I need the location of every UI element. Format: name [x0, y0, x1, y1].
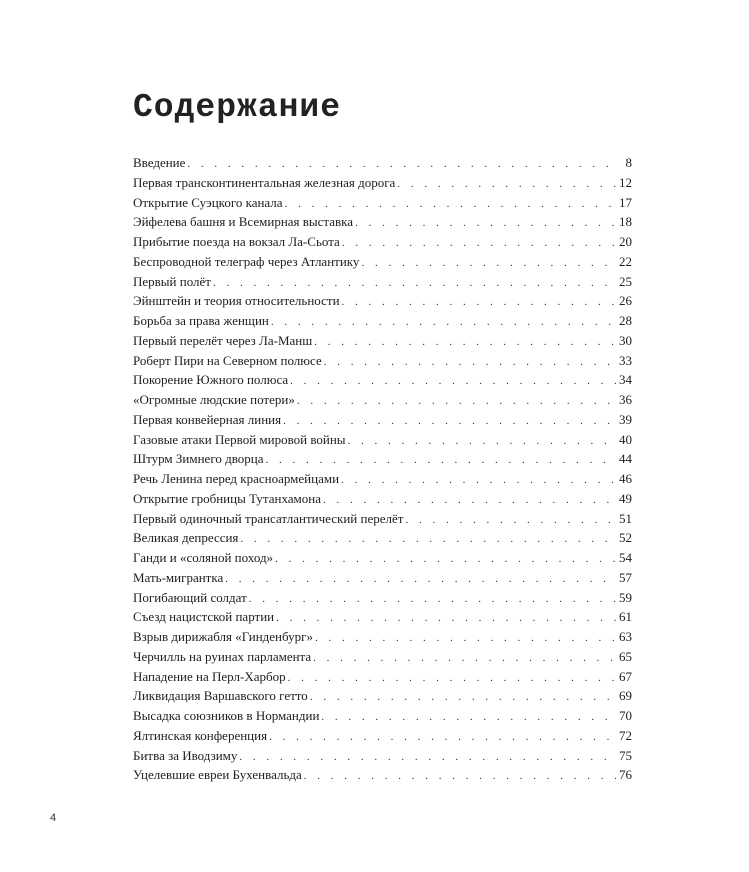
dot-leader — [341, 474, 616, 486]
dot-leader — [310, 691, 616, 703]
toc-entry-page: 44 — [619, 451, 632, 467]
dot-leader — [342, 296, 616, 308]
toc-entry — [133, 767, 632, 787]
toc-entry — [133, 590, 632, 610]
toc-entry-label: «Огромные людские потери» — [133, 392, 295, 407]
toc-entry-label: Ялтинская конференция — [133, 727, 268, 743]
toc-entry-label: Первая конвейерная линия — [133, 411, 282, 427]
dot-leader — [304, 770, 616, 782]
toc-entry — [133, 155, 632, 175]
toc-entry — [133, 688, 632, 708]
toc-entry-page: 30 — [619, 332, 632, 348]
toc-entry-label: Погибающий солдат — [133, 589, 247, 605]
toc-entry-page: 40 — [619, 431, 632, 447]
toc-entry-page: 18 — [619, 214, 632, 230]
dot-leader — [397, 178, 616, 190]
toc-entry-label: Открытие гробницы Тутанхамона — [133, 490, 321, 506]
toc-entry-page: 49 — [619, 490, 632, 506]
dot-leader — [225, 573, 616, 585]
toc-entry-page: 59 — [619, 589, 632, 605]
dot-leader — [405, 514, 616, 526]
dot-leader — [239, 751, 616, 763]
toc-entry-page: 12 — [619, 174, 632, 190]
dot-leader — [297, 395, 616, 407]
toc-entry-label: Ликвидация Варшавского гетто — [133, 688, 308, 704]
toc-entry-page: 51 — [619, 510, 632, 526]
toc-entry-page: 20 — [619, 234, 632, 249]
toc-entry-page: 52 — [619, 530, 632, 546]
toc-entry-label: Покорение Южного полюса — [133, 372, 289, 388]
toc-entry — [133, 195, 632, 215]
toc-entry — [133, 313, 632, 333]
toc-entry-label: Открытие Суэцкого канала — [133, 194, 283, 210]
toc-entry — [133, 234, 632, 254]
toc-entry-label: Уцелевшие евреи Бухенвальда — [133, 767, 302, 783]
toc-entry — [133, 392, 632, 412]
toc-entry — [133, 175, 632, 195]
toc-entry — [133, 353, 632, 373]
toc-entry — [133, 708, 632, 728]
toc-entry — [133, 649, 632, 669]
toc-entry-page: 17 — [619, 194, 632, 210]
toc-entry-page: 25 — [619, 273, 632, 289]
toc-entry — [133, 451, 632, 471]
dot-leader — [269, 731, 616, 743]
toc-entry-page: 34 — [619, 372, 632, 388]
toc-entry-page: 67 — [619, 668, 632, 684]
dot-leader — [285, 198, 616, 210]
dot-leader — [321, 711, 616, 723]
toc-entry — [133, 609, 632, 629]
dot-leader — [355, 217, 616, 229]
dot-leader — [271, 316, 616, 328]
dot-leader — [313, 652, 616, 664]
table-of-contents — [133, 155, 632, 787]
toc-entry — [133, 511, 632, 531]
toc-entry-label: Взрыв дирижабля «Гинденбург» — [133, 629, 313, 644]
toc-entry-page: 61 — [619, 609, 632, 625]
page-title: Содержание — [133, 89, 342, 126]
toc-entry-page: 46 — [619, 471, 632, 486]
toc-entry-page: 26 — [619, 293, 632, 309]
toc-entry-label: Первый одиночный трансатлантический перелёт — [133, 510, 404, 526]
toc-entry-label: Газовые атаки Первой мировой войны — [133, 431, 346, 447]
toc-entry — [133, 550, 632, 570]
toc-entry-label: Первый полёт — [133, 273, 211, 289]
toc-entry-page: 72 — [619, 727, 632, 743]
toc-entry-page: 33 — [619, 352, 632, 368]
toc-entry-page: 75 — [619, 747, 632, 763]
toc-entry-page: 57 — [619, 569, 632, 585]
dot-leader — [249, 593, 616, 605]
dot-leader — [213, 277, 616, 289]
toc-entry-label: Ганди и «соляной поход» — [133, 550, 274, 565]
toc-entry — [133, 412, 632, 432]
toc-entry-page: 63 — [619, 629, 632, 644]
toc-entry-label: Первый перелёт через Ла-Манш — [133, 332, 313, 348]
toc-entry-page: 65 — [619, 648, 632, 664]
toc-entry-label: Штурм Зимнего дворца — [133, 451, 264, 467]
toc-entry — [133, 491, 632, 511]
toc-entry-label: Введение — [133, 155, 186, 170]
toc-entry — [133, 471, 632, 491]
toc-entry — [133, 748, 632, 768]
dot-leader — [323, 494, 616, 506]
toc-entry-label: Нападение на Перл-Харбор — [133, 668, 286, 684]
toc-entry-label: Битва за Иводзиму — [133, 747, 238, 763]
dot-leader — [324, 356, 616, 368]
dot-leader — [276, 612, 616, 624]
toc-entry-page: 36 — [619, 392, 632, 407]
toc-entry — [133, 372, 632, 392]
toc-entry — [133, 293, 632, 313]
toc-entry — [133, 333, 632, 353]
dot-leader — [240, 533, 616, 545]
dot-leader — [283, 415, 616, 427]
dot-leader — [288, 672, 616, 684]
dot-leader — [348, 435, 616, 447]
toc-entry-label: Роберт Пири на Северном полюсе — [133, 352, 322, 368]
toc-entry-label: Черчилль на руинах парламента — [133, 648, 312, 664]
dot-leader — [315, 632, 616, 644]
toc-entry-label: Мать-мигрантка — [133, 569, 224, 585]
toc-entry-label: Речь Ленина перед красноармейцами — [133, 471, 340, 486]
toc-entry-label: Эйфелева башня и Всемирная выставка — [133, 214, 354, 230]
dot-leader — [187, 158, 616, 170]
toc-entry-label: Высадка союзников в Нормандии — [133, 708, 320, 723]
toc-entry-page: 28 — [619, 313, 632, 328]
toc-entry — [133, 629, 632, 649]
toc-entry-page: 70 — [619, 708, 632, 723]
toc-entry — [133, 530, 632, 550]
dot-leader — [342, 237, 616, 249]
toc-entry-label: Съезд нацистской партии — [133, 609, 275, 625]
page-number: 4 — [50, 812, 57, 824]
toc-entry-label: Борьба за права женщин — [133, 313, 269, 328]
toc-entry-page: 39 — [619, 411, 632, 427]
toc-entry-page: 22 — [619, 253, 632, 269]
toc-entry-page: 8 — [625, 155, 632, 170]
dot-leader — [275, 553, 616, 565]
toc-entry — [133, 570, 632, 590]
toc-entry-label: Прибытие поезда на вокзал Ла-Сьота — [133, 234, 340, 249]
dot-leader — [265, 454, 616, 466]
toc-entry — [133, 728, 632, 748]
toc-entry — [133, 669, 632, 689]
dot-leader — [314, 336, 616, 348]
toc-entry — [133, 432, 632, 452]
dot-leader — [290, 375, 616, 387]
toc-entry — [133, 254, 632, 274]
toc-entry-page: 54 — [619, 550, 632, 565]
dot-leader — [361, 257, 616, 269]
toc-entry-page: 76 — [619, 767, 632, 783]
toc-entry-label: Беспроводной телеграф через Атлантику — [133, 253, 360, 269]
toc-entry-label: Великая депрессия — [133, 530, 239, 546]
toc-entry — [133, 214, 632, 234]
toc-entry-page: 69 — [619, 688, 632, 704]
toc-entry-label: Первая трансконтинентальная железная дорога — [133, 174, 396, 190]
toc-entry — [133, 274, 632, 294]
toc-entry-label: Эйнштейн и теория относительности — [133, 293, 340, 309]
